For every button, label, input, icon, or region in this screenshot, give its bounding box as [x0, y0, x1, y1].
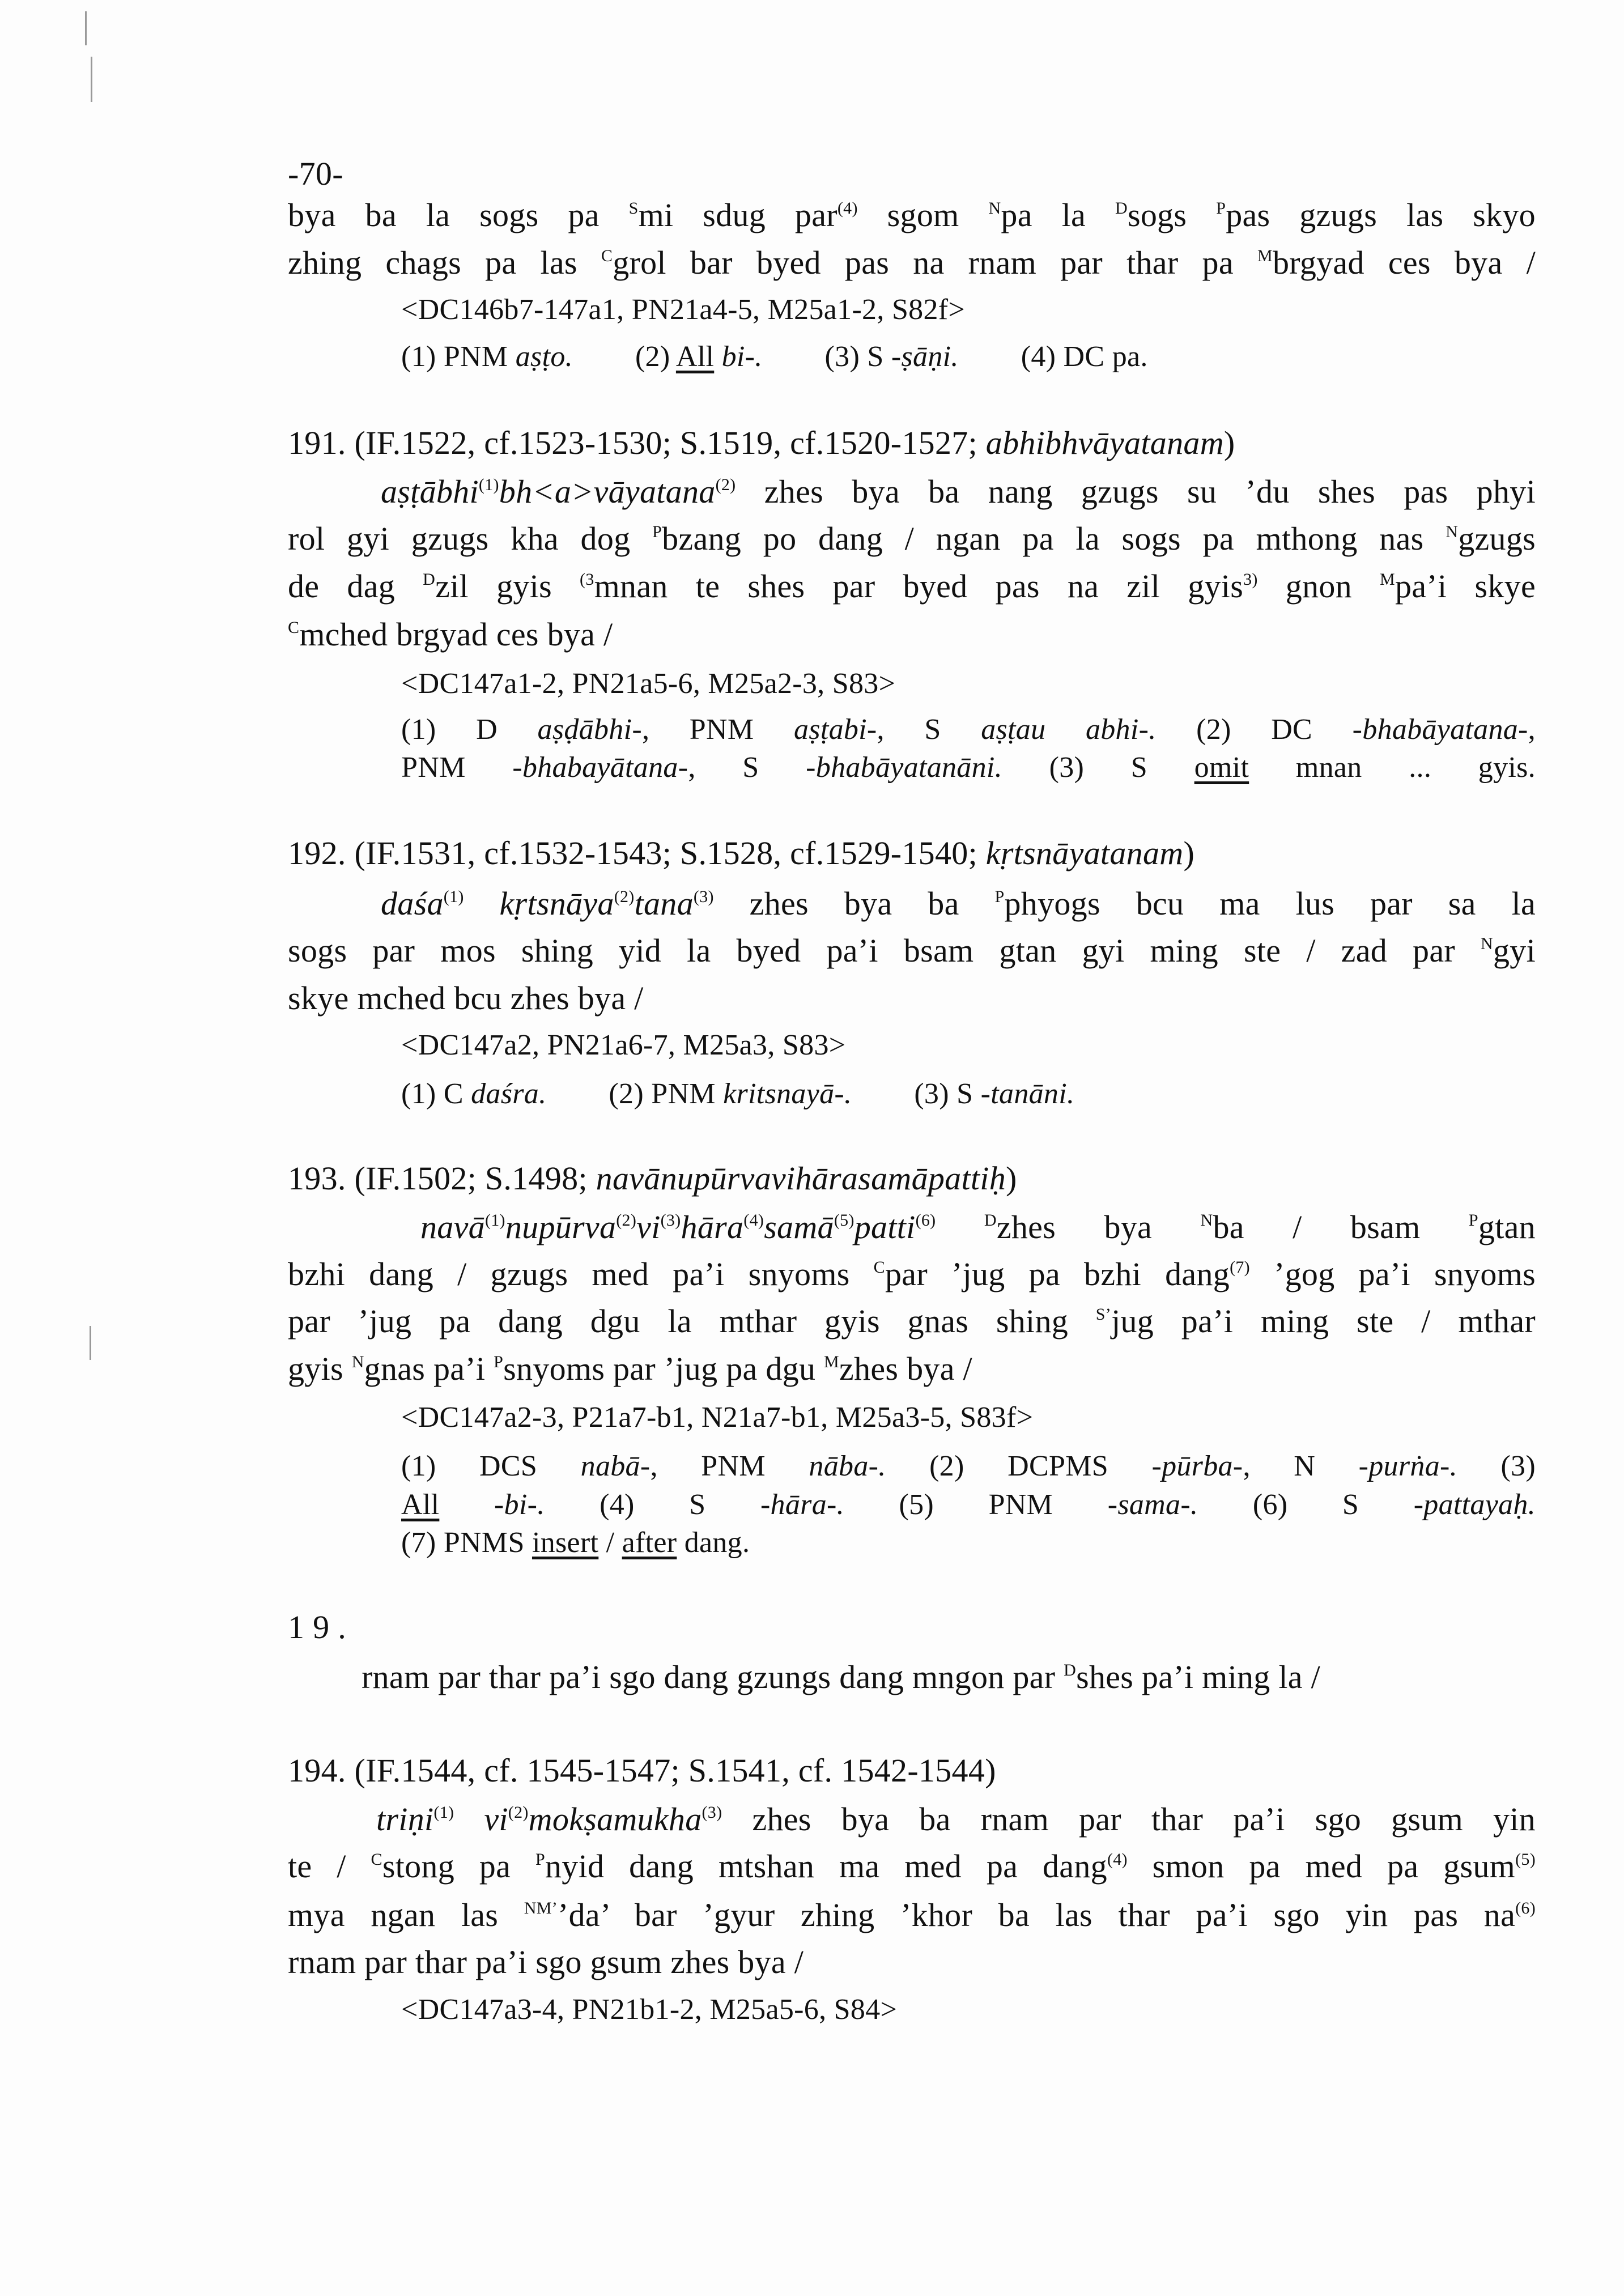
text-run: zhes bya ba rnam par thar pa’i sgo gsum yin	[722, 1801, 1536, 1838]
text-run: , N	[1243, 1450, 1359, 1482]
text-run: (2) PNM	[609, 1078, 724, 1110]
text-run: (5) PNM	[844, 1489, 1108, 1521]
italic-term: -bi-.	[494, 1489, 545, 1521]
underlined-text: All	[401, 1489, 440, 1521]
text-run: gyi	[1493, 932, 1536, 969]
italic-term: daśa	[381, 885, 444, 922]
superscript-siglum: (3	[580, 570, 594, 589]
entry-header-192	[288, 830, 1194, 877]
text-run: zhes bya	[996, 1209, 1201, 1245]
text-run: par ’jug pa bzhi dang	[885, 1256, 1230, 1292]
text-run: <DC146b7-147a1, PN21a4-5, M25a1-2, S82f>	[401, 294, 966, 326]
text-run: ba / bsam	[1213, 1209, 1469, 1245]
text-run: stong pa	[382, 1848, 535, 1885]
superscript-siglum: P	[494, 1353, 504, 1371]
entry-header-194	[288, 1747, 996, 1795]
body-line	[288, 1938, 804, 1986]
footnote-line	[401, 744, 1536, 792]
text-run: pas gzugs las skyo	[1226, 197, 1536, 233]
source-reference	[401, 1394, 1033, 1442]
superscript-siglum: C	[873, 1258, 885, 1277]
text-run: rnam par thar pa’i sgo gsum zhes bya /	[288, 1944, 804, 1980]
text-run: <DC147a3-4, PN21b1-2, M25a5-6, S84>	[401, 1993, 898, 2026]
body-line	[288, 1891, 1536, 1939]
footnote-line	[401, 1519, 750, 1567]
superscript-siglum: (3)	[702, 1803, 722, 1822]
italic-term: aṣṭo.	[515, 341, 573, 373]
text-run: <DC147a2-3, P21a7-b1, N21a7-b1, M25a3-5, S83f>	[401, 1401, 1034, 1434]
text-run: smon pa med pa gsum	[1127, 1848, 1516, 1885]
superscript-siglum: (3)	[660, 1211, 681, 1230]
superscript-siglum: N	[1481, 934, 1493, 953]
italic-term: -bhabāyatana-	[1352, 713, 1528, 746]
text-run: (2) DCPMS	[886, 1450, 1152, 1482]
text-run: <DC147a2, PN21a6-7, M25a3, S83>	[401, 1029, 846, 1061]
italic-term: tana	[634, 885, 694, 922]
superscript-siglum: D	[984, 1211, 997, 1230]
text-run: (7) PNMS	[401, 1527, 532, 1559]
italic-term: navānupūrvavihārasamāpattiḥ	[596, 1160, 1006, 1197]
body-line	[288, 192, 1536, 239]
text-run: (3) S	[1002, 751, 1194, 784]
text-run: (1) D	[401, 713, 538, 746]
superscript-siglum: M	[1380, 570, 1396, 589]
text-run	[464, 885, 500, 922]
text-run: , S	[688, 751, 806, 784]
text-run: mya ngan las	[288, 1897, 524, 1933]
italic-term: -hāra-.	[760, 1489, 844, 1521]
text-run: (2)	[635, 341, 676, 373]
superscript-siglum: M	[824, 1353, 840, 1371]
text-run: PNM	[401, 751, 513, 784]
text-run: (1) PNM	[401, 341, 516, 373]
italic-term: triṇi	[376, 1801, 434, 1838]
superscript-siglum: D	[1115, 199, 1128, 218]
text-run: 191. (IF.1522, cf.1523-1530; S.1519, cf.1520-1527;	[288, 424, 986, 461]
text-run: bya ba la sogs pa	[288, 197, 629, 233]
superscript-siglum: (4)	[743, 1211, 764, 1230]
italic-term: -purṅa-.	[1358, 1450, 1457, 1482]
italic-term: -pattayaḥ.	[1413, 1489, 1536, 1521]
text-run: brgyad ces bya /	[1272, 244, 1536, 281]
text-run: ’gog pa’i snyoms	[1249, 1256, 1536, 1292]
superscript-siglum: (1)	[443, 887, 464, 906]
superscript-siglum: C	[601, 246, 613, 265]
superscript-siglum: M	[1257, 246, 1273, 265]
superscript-siglum: (2)	[614, 887, 635, 906]
body-line	[288, 1345, 972, 1393]
text-run: de dag	[288, 568, 423, 605]
text-run: , PNM	[650, 1450, 809, 1482]
text-run: zhes bya /	[839, 1350, 972, 1387]
source-reference	[401, 660, 895, 708]
source-reference	[401, 1986, 897, 2034]
italic-term: bi-.	[721, 341, 763, 373]
text-run: (3) S	[914, 1078, 981, 1110]
text-run: (4) S	[545, 1489, 760, 1521]
text-run: par ’jug pa dang dgu la mthar gyis gnas shing	[288, 1303, 1096, 1340]
italic-term: aṣṭābhi	[381, 473, 479, 510]
text-run: (3) S	[824, 341, 891, 373]
body-line	[288, 515, 1536, 563]
body-line	[288, 1298, 1536, 1345]
superscript-siglum: (2)	[715, 475, 736, 494]
superscript-siglum: (5)	[834, 1211, 854, 1230]
superscript-siglum: (7)	[1230, 1258, 1250, 1277]
italic-term: -sama-.	[1107, 1489, 1198, 1521]
italic-term: bh<a>vāyatana	[499, 473, 716, 510]
text-run: sogs	[1127, 197, 1217, 233]
superscript-siglum: (1)	[484, 1211, 505, 1230]
text-run: (1) C	[401, 1078, 471, 1110]
entry-header-193	[288, 1155, 1017, 1202]
entry-header-191	[288, 419, 1235, 467]
text-run: 1 9 .	[288, 1609, 346, 1646]
text-run: grol bar byed pas na rnam par thar pa	[613, 244, 1257, 281]
body-line	[288, 239, 1536, 287]
superscript-siglum: (6)	[1515, 1899, 1536, 1917]
italic-term: aṣḍābhi-	[537, 713, 642, 746]
italic-term: vi	[484, 1801, 508, 1838]
superscript-siglum: P	[994, 887, 1005, 906]
text-run: te /	[288, 1848, 371, 1885]
superscript-siglum: (2)	[616, 1211, 637, 1230]
superscript-siglum: (3)	[693, 887, 714, 906]
text-run: <DC147a1-2, PN21a5-6, M25a2-3, S83>	[401, 667, 896, 700]
footnote-line	[401, 1070, 1074, 1118]
text-run: gtan	[1478, 1209, 1536, 1245]
italic-term: samā	[764, 1209, 834, 1245]
superscript-siglum: D	[423, 570, 436, 589]
text-run: (1) DCS	[401, 1450, 581, 1482]
italic-term: hāra	[681, 1209, 744, 1245]
text-run: ’da’ bar ’gyur zhing ’khor ba las thar pa’i sgo yin pas na	[557, 1897, 1516, 1933]
text-run: , S	[877, 713, 981, 746]
body-line	[420, 1204, 1536, 1251]
text-run: pa’i skye	[1395, 568, 1536, 605]
superscript-siglum: P	[1216, 199, 1226, 218]
text-run: gnas pa’i	[364, 1350, 494, 1387]
italic-term: aṣṭau abhi-.	[981, 713, 1157, 746]
text-run: (2) DC	[1156, 713, 1353, 746]
body-line	[362, 1653, 1320, 1701]
text-run: mnan ... gyis.	[1249, 751, 1536, 784]
italic-term: -bhabayātana-	[512, 751, 688, 784]
text-run: sgom	[857, 197, 989, 233]
text-run: mched brgyad ces bya /	[299, 616, 613, 653]
text-run: (4) DC pa.	[1021, 341, 1148, 373]
underlined-text: omit	[1194, 751, 1249, 784]
italic-term: navā	[420, 1209, 485, 1245]
text-run: bzhi dang / gzugs med pa’i snyoms	[288, 1256, 874, 1292]
italic-term: -ṣāṇi.	[891, 341, 959, 373]
superscript-siglum: (4)	[1107, 1850, 1128, 1869]
text-run	[936, 1209, 984, 1245]
body-line	[288, 1843, 1536, 1890]
italic-term: nabā-	[580, 1450, 651, 1482]
page-number: -70-	[288, 155, 343, 192]
text-run: rol gyi gzugs kha dog	[288, 520, 653, 557]
superscript-siglum: N	[1446, 522, 1459, 541]
body-line	[381, 468, 1536, 516]
superscript-siglum: N	[1200, 1211, 1213, 1230]
superscript-siglum: N	[351, 1353, 364, 1371]
superscript-siglum: (1)	[433, 1803, 454, 1822]
italic-term: kritsnayā-.	[723, 1078, 852, 1110]
italic-term: mokṣamukha	[528, 1801, 702, 1838]
italic-term: -bhabāyatanāni.	[806, 751, 1002, 784]
text-run: ,	[1528, 713, 1536, 746]
text-run: jug pa’i ming ste / mthar	[1111, 1303, 1536, 1340]
italic-term: vi	[636, 1209, 661, 1245]
superscript-siglum: S’	[1095, 1305, 1112, 1324]
superscript-siglum: P	[652, 522, 662, 541]
text-run: )	[1223, 424, 1235, 461]
text-run: 194. (IF.1544, cf. 1545-1547; S.1541, cf. 1542-1544)	[288, 1752, 996, 1789]
body-line	[288, 563, 1536, 610]
source-reference	[401, 1022, 845, 1069]
text-run: shes pa’i ming la /	[1076, 1659, 1321, 1695]
superscript-siglum: (4)	[837, 199, 858, 218]
text-run: phyogs bcu ma lus par sa la	[1004, 885, 1536, 922]
text-run: pa la	[1001, 197, 1115, 233]
superscript-siglum: (6)	[915, 1211, 936, 1230]
italic-term: -pūrba-	[1151, 1450, 1243, 1482]
scan-artifact	[85, 11, 87, 45]
footnote-line	[401, 333, 1148, 381]
italic-term: nupūrva	[505, 1209, 617, 1245]
text-run: bzang po dang / ngan pa la sogs pa mthong nas	[662, 520, 1446, 557]
text-run: , PNM	[641, 713, 794, 746]
text-run: snyoms par ’jug pa dgu	[503, 1350, 824, 1387]
superscript-siglum: D	[1064, 1661, 1077, 1680]
text-run: )	[1183, 835, 1195, 871]
body-line	[288, 1251, 1536, 1298]
text-run: /	[598, 1527, 622, 1559]
text-run: 193. (IF.1502; S.1498;	[288, 1160, 596, 1197]
superscript-siglum: S	[628, 199, 639, 218]
scan-artifact	[91, 57, 92, 102]
text-run: sogs par mos shing yid la byed pa’i bsam gtan gyi ming ste / zad par	[288, 932, 1481, 969]
section-header-19	[288, 1604, 346, 1651]
body-line	[288, 611, 613, 658]
superscript-siglum: (5)	[1515, 1850, 1536, 1869]
superscript-siglum: C	[288, 618, 300, 637]
superscript-siglum: P	[535, 1850, 545, 1869]
text-run: zhes bya ba nang gzugs su ’du shes pas phyi	[736, 473, 1536, 510]
underlined-text: insert	[532, 1527, 599, 1559]
text-run: skye mched bcu zhes bya /	[288, 980, 644, 1017]
text-run	[454, 1801, 484, 1838]
text-run: zil gyis	[435, 568, 580, 605]
text-run: gnon	[1257, 568, 1380, 605]
underlined-text: All	[675, 341, 715, 373]
text-run: (3)	[1457, 1450, 1536, 1482]
italic-term: patti	[854, 1209, 916, 1245]
text-run: dang.	[677, 1527, 750, 1559]
italic-term: kṛtsnāyatanam	[985, 835, 1184, 871]
text-run: nyid dang mtshan ma med pa dang	[545, 1848, 1107, 1885]
text-run: gzugs	[1458, 520, 1536, 557]
body-line	[381, 880, 1536, 928]
text-run	[714, 341, 721, 373]
superscript-siglum: NM’	[524, 1899, 558, 1917]
italic-term: kṛtsnāya	[499, 885, 614, 922]
superscript-siglum: N	[988, 199, 1001, 218]
italic-term: aṣṭabi-	[793, 713, 877, 746]
text-run: mi sdug par	[638, 197, 837, 233]
text-run: rnam par thar pa’i sgo dang gzungs dang mngon par	[362, 1659, 1064, 1695]
underlined-text: after	[622, 1527, 677, 1559]
body-line	[376, 1796, 1536, 1843]
superscript-siglum: 3)	[1243, 570, 1258, 589]
superscript-siglum: C	[371, 1850, 382, 1869]
body-line	[288, 927, 1536, 975]
italic-term: daśra.	[471, 1078, 547, 1110]
text-run: zhing chags pa las	[288, 244, 601, 281]
text-run: 192. (IF.1531, cf.1532-1543; S.1528, cf.1529-1540;	[288, 835, 986, 871]
body-line	[288, 975, 644, 1022]
text-run: gyis	[288, 1350, 352, 1387]
scan-artifact	[90, 1326, 91, 1360]
text-run: mnan te shes par byed pas na zil gyis	[594, 568, 1244, 605]
text-run: (6) S	[1198, 1489, 1414, 1521]
italic-term: nāba-.	[809, 1450, 886, 1482]
superscript-siglum: (2)	[508, 1803, 529, 1822]
source-reference	[401, 286, 965, 334]
text-run: )	[1006, 1160, 1017, 1197]
superscript-siglum: (1)	[478, 475, 499, 494]
italic-term: abhibhvāyatanam	[985, 424, 1224, 461]
superscript-siglum: P	[1468, 1211, 1478, 1230]
text-run: zhes bya ba	[713, 885, 995, 922]
text-run	[439, 1489, 494, 1521]
italic-term: -tanāni.	[980, 1078, 1075, 1110]
